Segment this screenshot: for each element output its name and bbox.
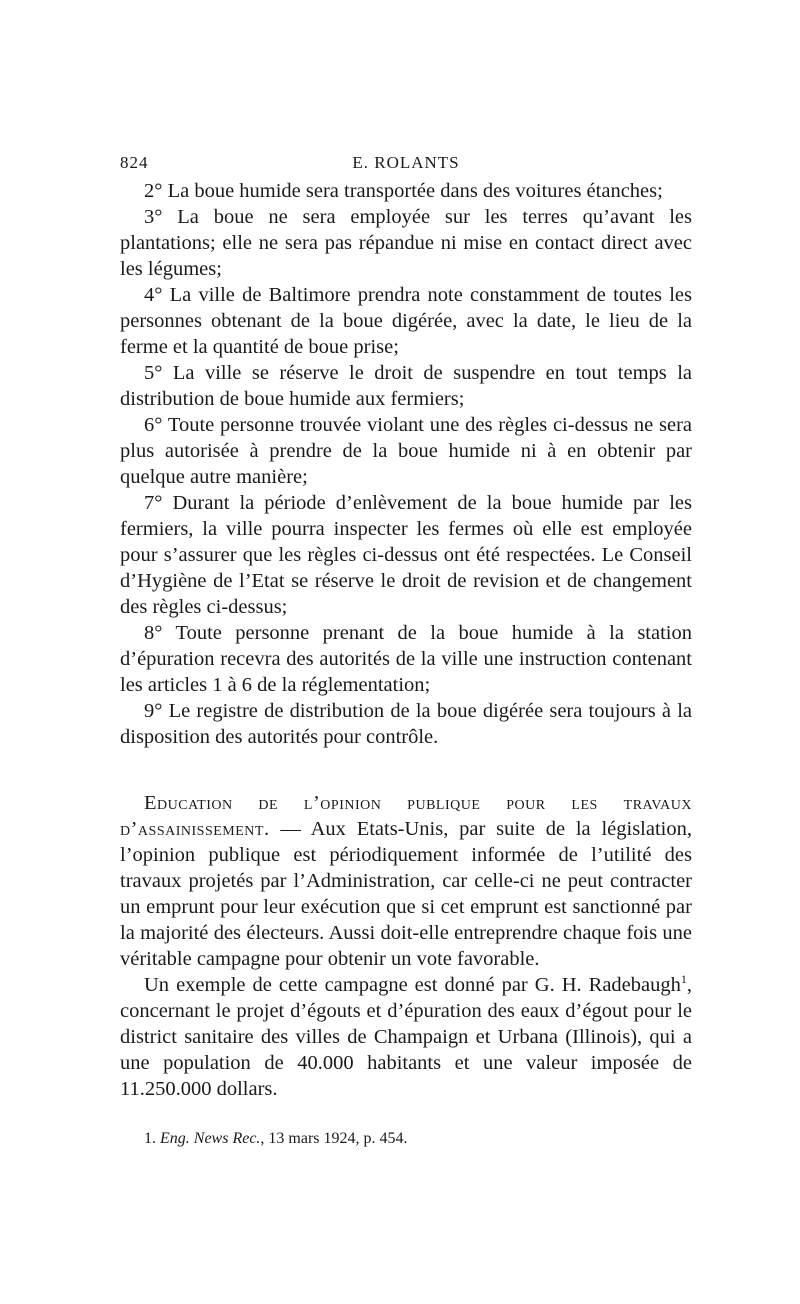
rule-4: 4° La ville de Baltimore prendra note constamment de toutes les personnes obtenant de la boue digérée, avec la date, le lieu de la ferme et la quantité de boue prise; — [120, 284, 692, 358]
footnote-details: , 13 mars 1924, p. 454. — [260, 1130, 408, 1147]
document-page — [120, 150, 692, 1152]
section-paragraph-2 — [120, 972, 692, 1102]
section-paragraph-1-text: — Aux Etats-Unis, par suite de la législation, l’opinion publique est périodiquement informée de l’utilité des travaux projetés par l’Administration, car celle-ci ne peut contracter un emprunt pour leur exécution que si cet emprunt est sanctionné par la majorité des électeurs. Aussi doit-elle entreprendre chaque fois une véritable campagne pour obtenir un vote favorable. — [120, 818, 692, 970]
footnote-number: 1. — [144, 1130, 156, 1147]
section-paragraph-2-text: , concernant le projet d’égouts et d’épuration des eaux d’égout pour le district sanitaire des villes de Champaign et Urbana (Illinois), qui a une population de 40.000 habitants et une valeur imposée de 11.250.000 dollars. — [120, 974, 692, 1100]
rule-7: 7° Durant la période d’enlèvement de la boue humide par les fermiers, la ville pourra inspecter les fermes où elle est employée pour s’assurer que les règles ci-dessus ont été respectées. Le Conseil d’Hygiène de l’Etat se réserve le droit de revision et de changement des règles ci-dessus; — [120, 492, 692, 618]
page-header — [120, 150, 692, 178]
rule-8: 8° Toute personne prenant de la boue humide à la station d’épuration recevra des autorités de la ville une instruction contenant les articles 1 à 6 de la réglementation; — [120, 622, 692, 696]
section-spacer — [120, 750, 692, 790]
rule-5: 5° La ville se réserve le droit de suspendre en tout temps la distribution de boue humide aux fermiers; — [120, 362, 692, 410]
footnote-source: Eng. News Rec. — [160, 1130, 261, 1147]
rule-9: 9° Le registre de distribution de la boue digérée sera toujours à la disposition des autorités pour contrôle. — [120, 700, 692, 748]
running-title: E. ROLANTS — [352, 153, 460, 172]
section-paragraph-2-start: Un exemple de cette campagne est donné par G. H. Radebaugh — [144, 974, 681, 996]
rule-2: 2° La boue humide sera transportée dans des voitures étanches; — [144, 180, 663, 202]
rule-3: 3° La boue ne sera employée sur les terres qu’avant les plantations; elle ne sera pas répandue ni mise en contact direct avec les légumes; — [120, 206, 692, 280]
footnote-reference: 1 — [680, 972, 687, 987]
rule-6: 6° Toute personne trouvée violant une des règles ci-dessus ne sera plus autorisée à prendre de la boue humide ni à en obtenir par quelque autre manière; — [120, 414, 692, 488]
section-paragraph-1 — [120, 790, 692, 972]
footnote — [120, 1126, 692, 1152]
page-number: 824 — [120, 153, 149, 172]
section-heading: Education de l’opinion publique pour les travaux d’assainissement. — [120, 792, 692, 840]
